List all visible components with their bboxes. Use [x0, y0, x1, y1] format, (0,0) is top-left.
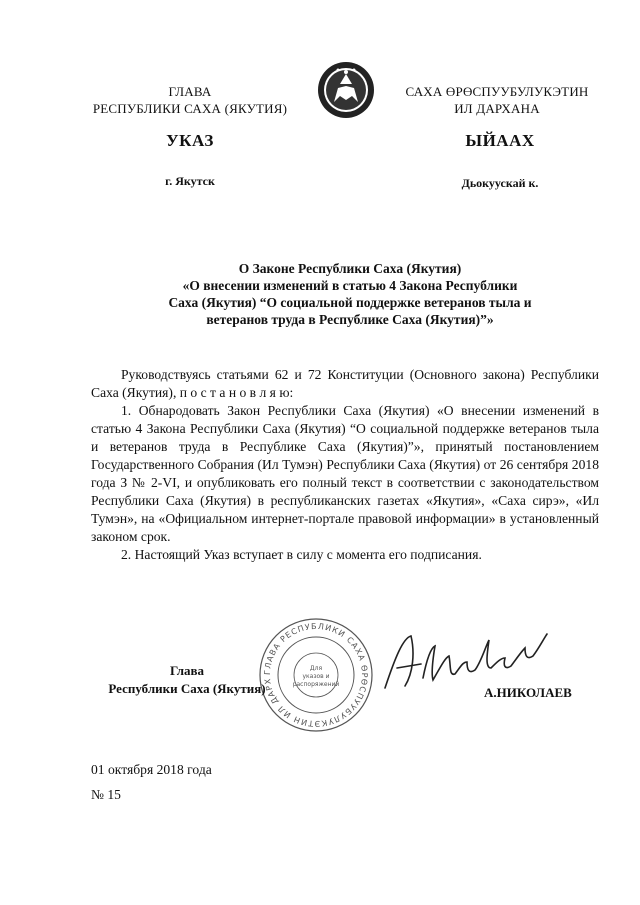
- header-left-line2: РЕСПУБЛИКИ САХА (ЯКУТИЯ): [92, 101, 288, 116]
- document-number: № 15: [91, 787, 121, 802]
- signature-position-line2: Республики Саха (Якутия): [108, 681, 266, 696]
- doc-type-right: ЫЙААХ: [465, 131, 535, 150]
- document-body: [91, 366, 599, 564]
- body-intro: Руководствуясь статьями 62 и 72 Конституции (Основного закона) Республики Саха (Якутия), п о с т а н о в л я ю:: [91, 367, 599, 400]
- header-left-line1: ГЛАВА: [168, 84, 212, 99]
- city-left: г. Якутск: [165, 174, 215, 188]
- title-line2: «О внесении изменений в статью 4 Закона Республики: [182, 278, 518, 293]
- document-title: [90, 260, 610, 328]
- header-right-line2: ИЛ ДАРХАНА: [454, 101, 540, 116]
- city-right: Дьокуускай к.: [461, 176, 539, 190]
- header-left: [70, 83, 310, 117]
- stamp-center-line3: распоряжений: [292, 681, 340, 688]
- stamp-center-line1: Для: [309, 665, 323, 672]
- signature-position: [92, 662, 282, 698]
- coat-of-arms-emblem-icon: [316, 60, 376, 120]
- doc-type-left: УКАЗ: [166, 131, 214, 150]
- title-line3: Саха (Якутия) “О социальной поддержке ветеранов тыла и: [168, 295, 532, 310]
- title-line4: ветеранов труда в Республике Саха (Якутия)”»: [206, 312, 494, 327]
- signature-position-line1: Глава: [169, 663, 205, 678]
- stamp-ring-text: ГЛАВА РЕСПУБЛИКИ САХА ӨРӨСПУУБУЛУКЭТИН ИЛ ДАРХ: [262, 621, 370, 729]
- header-right: [382, 83, 612, 117]
- document-date: 01 октября 2018 года: [91, 762, 212, 777]
- header-right-line1: САХА ӨРӨСПУУБУЛУКЭТИН: [405, 84, 589, 99]
- title-line1: О Законе Республики Саха (Якутия): [238, 261, 462, 276]
- signature-name: А.НИКОЛАЕВ: [484, 685, 572, 700]
- body-item1: 1. Обнародовать Закон Республики Саха (Якутия) «О внесении изменений в статью 4 Закона Республики Саха (Якутия) “О социальной поддержке ветеранов тыла и ветеранов труда в Республике Саха (Якутия)”», принятый постановлением Государственного Собрания (Ил Тумэн) Республики Саха (Якутия) от 26 сентября 2018 года З № 2-VI, и опубликовать его полный текст в соответствии с законодательством Республики Саха (Якутия) в республиканских газетах «Якутия», «Саха сирэ», «Ил Тумэн», на «Официальном интернет-портале правовой информации» в установленный законом срок.: [91, 403, 599, 544]
- stamp-center-line2: указов и: [302, 673, 330, 680]
- body-item2: 2. Настоящий Указ вступает в силу с момента его подписания.: [121, 547, 482, 562]
